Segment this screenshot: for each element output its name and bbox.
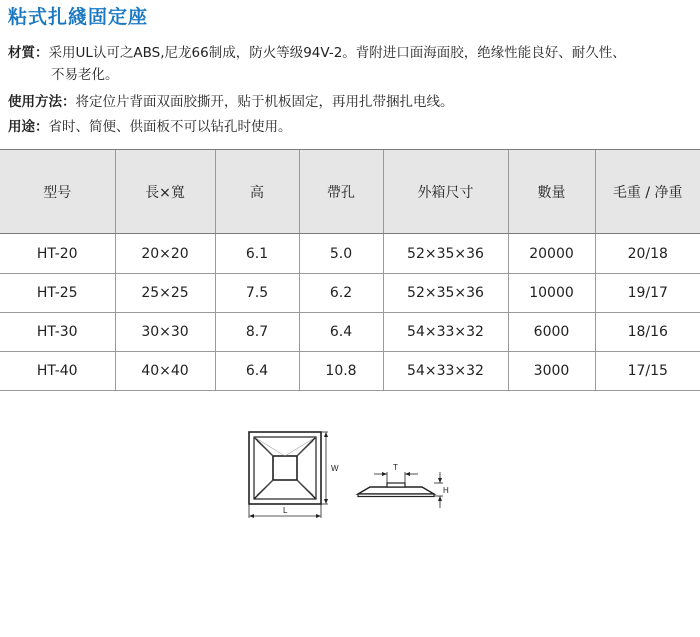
table-row <box>0 352 700 391</box>
cell-quantity: 6000 <box>508 313 595 352</box>
cell-quantity: 3000 <box>508 352 595 391</box>
method-text: 将定位片背面双面胶撕开，贴于机板固定，再用扎带捆扎电线。 <box>75 94 454 110</box>
cell-model: HT-20 <box>0 234 115 274</box>
cell-quantity: 10000 <box>508 274 595 313</box>
spec-method <box>8 91 454 113</box>
cell-carton-size: 54×33×32 <box>383 352 508 391</box>
cell-carton-size: 52×35×36 <box>383 274 508 313</box>
cell-model: HT-30 <box>0 313 115 352</box>
spec-usage <box>8 116 292 138</box>
header-carton-size: 外箱尺寸 <box>383 150 508 234</box>
cell-weight: 20/18 <box>595 234 700 274</box>
cell-height: 6.1 <box>215 234 299 274</box>
cell-length-width: 20×20 <box>115 234 215 274</box>
side-view <box>358 483 434 497</box>
header-tie-hole: 帶孔 <box>299 150 383 234</box>
cell-tie-hole: 10.8 <box>299 352 383 391</box>
cell-weight: 19/17 <box>595 274 700 313</box>
table-row <box>0 274 700 313</box>
usage-label: 用途： <box>8 119 49 135</box>
spec-table <box>0 149 700 391</box>
header-height: 高 <box>215 150 299 234</box>
table-row <box>0 234 700 274</box>
cell-weight: 18/16 <box>595 313 700 352</box>
cell-height: 6.4 <box>215 352 299 391</box>
dimension-t <box>374 463 418 483</box>
material-label: 材質： <box>8 45 49 61</box>
usage-text: 省时、简便、供面板不可以钻孔时使用。 <box>48 119 292 135</box>
spec-material <box>8 42 694 86</box>
cell-tie-hole: 6.2 <box>299 274 383 313</box>
dim-t-label: T <box>393 463 398 472</box>
cell-weight: 17/15 <box>595 352 700 391</box>
dim-w-label: W <box>331 464 339 473</box>
cell-model: HT-40 <box>0 352 115 391</box>
header-length-width: 長×寬 <box>115 150 215 234</box>
cell-length-width: 30×30 <box>115 313 215 352</box>
dimension-h <box>434 472 449 508</box>
cell-height: 7.5 <box>215 274 299 313</box>
page-title: 粘式扎綫固定座 <box>8 6 149 28</box>
top-view <box>249 432 321 504</box>
cell-length-width: 40×40 <box>115 352 215 391</box>
table-row <box>0 313 700 352</box>
dimension-l <box>249 504 321 518</box>
dim-l-label: L <box>283 506 288 515</box>
dimension-w <box>321 432 339 504</box>
material-text-line1: 采用UL认可之ABS,尼龙66制成，防火等级94V-2。背附进口面海面胶，绝缘性能良好、耐久性、 <box>48 45 626 61</box>
product-drawing <box>240 428 460 528</box>
cell-model: HT-25 <box>0 274 115 313</box>
cell-tie-hole: 5.0 <box>299 234 383 274</box>
material-text-line2: 不易老化。 <box>51 67 119 83</box>
header-model: 型号 <box>0 150 115 234</box>
cell-length-width: 25×25 <box>115 274 215 313</box>
cell-quantity: 20000 <box>508 234 595 274</box>
cell-carton-size: 54×33×32 <box>383 313 508 352</box>
header-quantity: 數量 <box>508 150 595 234</box>
cell-carton-size: 52×35×36 <box>383 234 508 274</box>
cell-tie-hole: 6.4 <box>299 313 383 352</box>
cell-height: 8.7 <box>215 313 299 352</box>
method-label: 使用方法： <box>8 94 76 110</box>
header-weight: 毛重 / 净重 <box>595 150 700 234</box>
table-header-row <box>0 150 700 234</box>
dim-h-label: H <box>443 486 449 495</box>
